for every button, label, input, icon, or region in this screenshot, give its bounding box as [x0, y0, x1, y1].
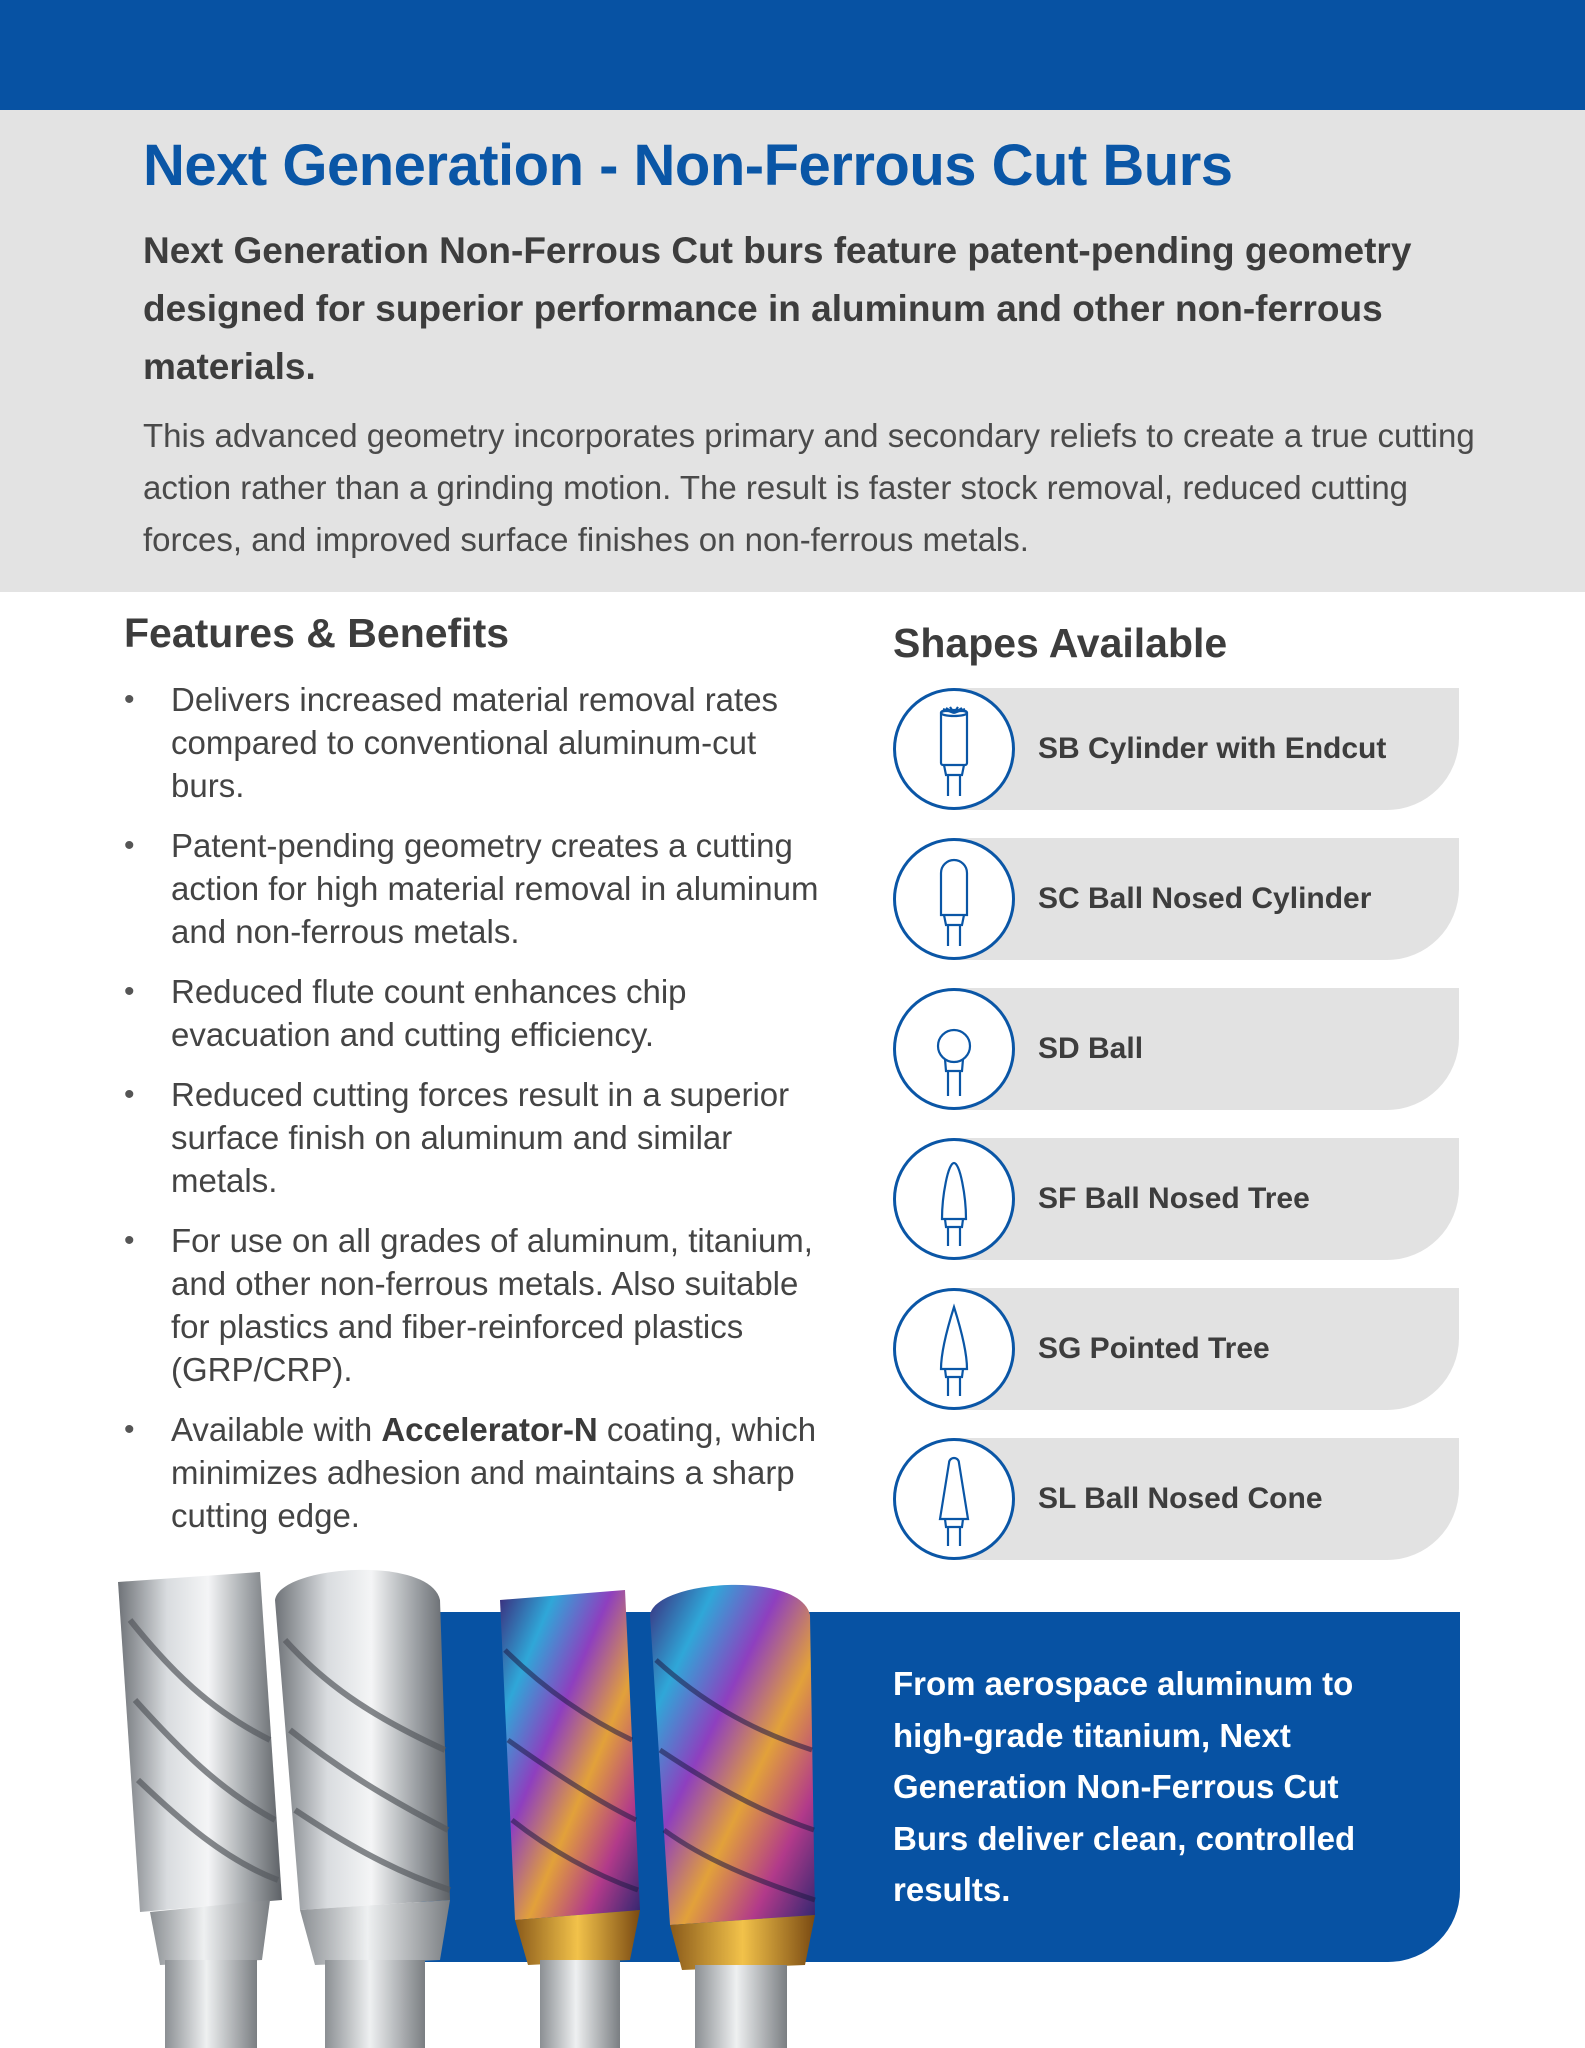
features-heading: Features & Benefits	[124, 610, 510, 656]
shape-label: SD Ball	[1038, 1032, 1144, 1065]
ball-nosed-tree-icon	[896, 1141, 1012, 1257]
feature-item: • Reduced flute count enhances chip evacuation and cutting efficiency.	[124, 970, 824, 1056]
shape-label: SG Pointed Tree	[1038, 1332, 1270, 1365]
shape-circle	[893, 688, 1015, 810]
shape-circle	[893, 1288, 1015, 1410]
top-banner	[0, 0, 1585, 110]
shape-sb	[893, 688, 1459, 810]
steel-bur-1	[118, 1572, 282, 2048]
feature-item: • Reduced cutting forces result in a superior surface finish on aluminum and similar metals.	[124, 1073, 824, 1202]
shape-label: SL Ball Nosed Cone	[1038, 1482, 1323, 1515]
feature-item	[124, 1408, 824, 1537]
page-title: Next Generation - Non-Ferrous Cut Burs	[143, 133, 1233, 198]
coated-bur-1	[500, 1590, 640, 2048]
lead-paragraph: Next Generation Non-Ferrous Cut burs feature patent-pending geometry designed for superior performance in aluminum and other non-ferrous materials.	[143, 230, 1412, 387]
feature-item: • Delivers increased material removal rates compared to conventional aluminum-cut burs.	[124, 678, 824, 807]
cylinder-endcut-icon	[896, 691, 1012, 807]
coated-bur-2	[650, 1585, 815, 2048]
ball-icon	[896, 991, 1012, 1107]
feature-item: • For use on all grades of aluminum, titanium, and other non-ferrous metals. Also suitable for plastics and fiber-reinforced plastics (GRP/CRP).	[124, 1219, 824, 1391]
shape-label: SF Ball Nosed Tree	[1038, 1182, 1310, 1215]
shape-sl	[893, 1438, 1459, 1560]
features-list	[124, 678, 824, 1554]
ball-nosed-cylinder-icon	[896, 841, 1012, 957]
callout-text: From aerospace aluminum to high-grade titanium, Next Generation Non-Ferrous Cut Burs deliver clean, controlled results.	[893, 1665, 1356, 1908]
shape-label: SB Cylinder with Endcut	[1038, 732, 1387, 765]
shape-pill	[951, 988, 1459, 1110]
shape-sd	[893, 988, 1459, 1110]
shape-circle	[893, 1438, 1015, 1560]
shapes-heading: Shapes Available	[893, 620, 1228, 666]
pointed-tree-icon	[896, 1291, 1012, 1407]
shape-sc	[893, 838, 1459, 960]
shape-sg	[893, 1288, 1459, 1410]
intro-section	[0, 110, 1585, 592]
feature-text: coating, which minimizes adhesion and maintains a sharp cutting edge.	[171, 1411, 817, 1534]
accelerator-n-name: Accelerator-N	[381, 1411, 598, 1448]
shape-circle	[893, 838, 1015, 960]
shape-sf	[893, 1138, 1459, 1260]
steel-bur-2	[275, 1570, 450, 2048]
ball-nosed-cone-icon	[896, 1441, 1012, 1557]
burs-photo	[0, 1560, 900, 2048]
shape-label: SC Ball Nosed Cylinder	[1038, 882, 1372, 915]
body-paragraph: This advanced geometry incorporates primary and secondary reliefs to create a true cutting action rather than a grinding motion. The result is faster stock removal, reduced cutting forces, and improved surface finishes on non-ferrous metals.	[143, 417, 1475, 558]
shape-circle	[893, 1138, 1015, 1260]
feature-item: • Patent-pending geometry creates a cutting action for high material removal in aluminum and non-ferrous metals.	[124, 824, 824, 953]
shape-circle	[893, 988, 1015, 1110]
feature-text: Available with	[171, 1411, 382, 1448]
